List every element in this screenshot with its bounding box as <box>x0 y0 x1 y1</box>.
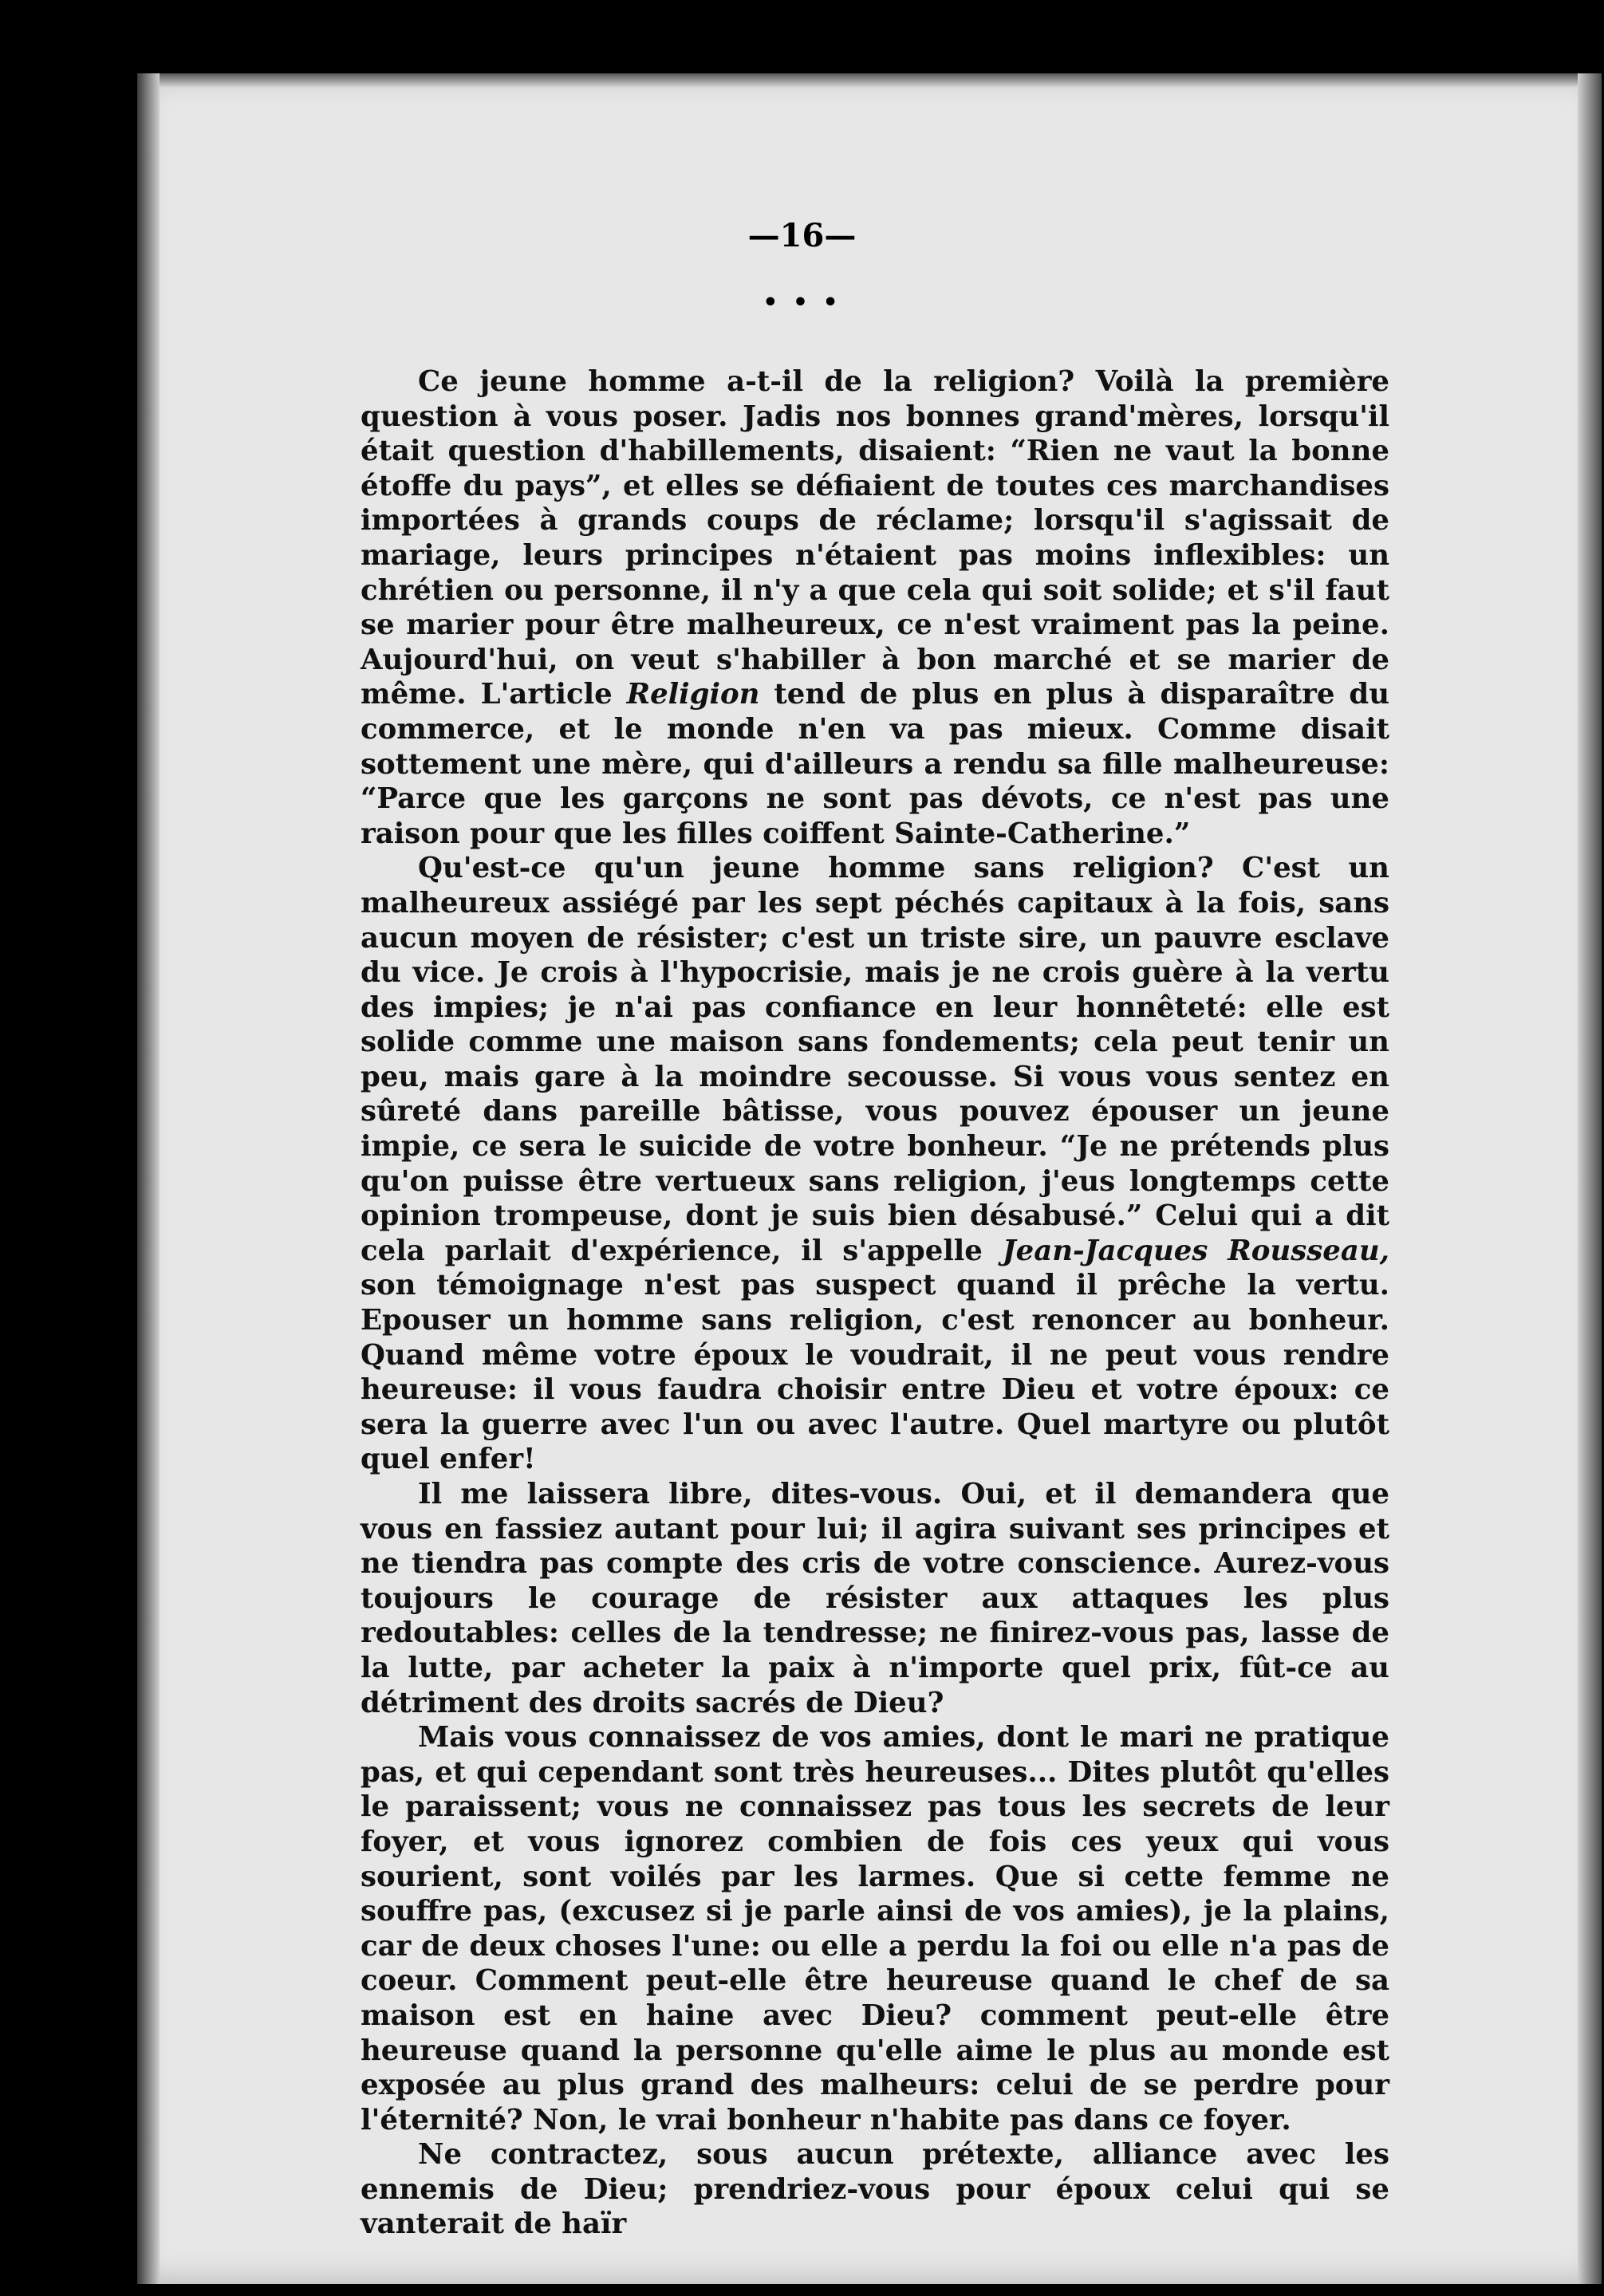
paragraph <box>361 1477 1389 1720</box>
text-run: tend de plus en plus à disparaître du commerce, et le monde n'en va pas mieux. Comme disait sottement une mère, qui d'ailleurs a rendu sa fille malheureuse: “Parce que les garçons ne sont pas dévots, ce n'est pas une raison pour que les filles coiffent Sainte-Catherine.” <box>361 678 1390 850</box>
separator-marks: • • • <box>763 289 841 317</box>
paragraph <box>361 851 1389 1477</box>
italic-text: Religion <box>626 678 760 711</box>
text-run: Qu'est-ce qu'un jeune homme sans religion? C'est un malheureux assiégé par les sept péchés capitaux à la fois, sans aucun moyen de résister; c'est un triste sire, un pauvre esclave du vice. Je crois à l'hypocrisie, mais je ne crois guère à la vertu des impies; je n'ai pas confiance en leur honnêteté: elle est solide comme une maison sans fondements; cela peut tenir un peu, mais gare à la moindre secousse. Si vous vous sentez en sûreté dans pareille bâtisse, vous pouvez épouser un jeune impie, ce sera le suicide de votre bonheur. “Je ne prétends plus qu'on puisse être vertueux sans religion, j'eus longtemps cette opinion trompeuse, dont je suis bien désabusé.” Celui qui a dit cela parlait d'expérience, il s'appelle <box>361 852 1389 1267</box>
section-separator <box>0 289 1604 317</box>
text-run: Mais vous connaissez de vos amies, dont le mari ne pratique pas, et qui cependant sont très heureuses... Dites plutôt qu'elles le paraissent; vous ne connaissez pas tous les secrets de leur foyer, et vous ignorez combien de fois ces yeux qui vous sourient, sont voilés par les larmes. Que si cette femme ne souffre pas, (excusez si je parle ainsi de vos amies), je la plains, car de deux choses l'une: ou elle a perdu la foi ou elle n'a pas de coeur. Comment peut-elle être heureuse quand le chef de sa maison est en haine avec Dieu? comment peut-elle être heureuse quand la personne qu'elle aime le plus au monde est exposée au plus grand des malheurs: celui de se perdre pour l'éternité? Non, le vrai bonheur n'habite pas dans ce foyer. <box>361 1721 1389 2137</box>
page-left-edge <box>137 73 160 2284</box>
text-run: Ne contractez, sous aucun prétexte, alliance avec les ennemis de Dieu; prendriez-vous pour époux celui qui se vanterait de haïr <box>361 2138 1389 2241</box>
italic-text: Jean-Jacques Rousseau, <box>1002 1234 1390 1267</box>
text-run: son témoignage n'est pas suspect quand il prêche la vertu. Epouser un homme sans religion, c'est renoncer au bonheur. Quand même votre époux le voudrait, il ne peut vous rendre heureuse: il vous faudra choisir entre Dieu et votre époux: ce sera la guerre avec l'un ou avec l'autre. Quel martyre ou plutôt quel enfer! <box>361 1269 1389 1476</box>
paragraph <box>361 364 1389 851</box>
page-number: —16— <box>747 217 857 254</box>
text-run: Ce jeune homme a-t-il de la religion? Voilà la première question à vous poser. Jadis nos bonnes grand'mères, lorsqu'il était question d'habillements, disaient: “Rien ne vaut la bonne étoffe du pays”, et elles se défiaient de toutes ces marchandises importées à grands coups de réclame; lorsqu'il s'agissait de mariage, leurs principes n'étaient pas moins inflexibles: un chrétien ou personne, il n'y a que cela qui soit solide; et s'il faut se marier pour être malheureux, ce n'est vraiment pas la peine. Aujourd'hui, on veut s'habiller à bon marché et se marier de même. L'article <box>361 365 1389 711</box>
page-right-edge <box>1578 73 1602 2284</box>
paragraph <box>361 1720 1389 2137</box>
text-run: Il me laissera libre, dites-vous. Oui, et il demandera que vous en fassiez autant pour lui; il agira suivant ses principes et ne tiendra pas compte des cris de votre conscience. Aurez-vous toujours le courage de résister aux attaques les plus redoutables: celles de la tendresse; ne finirez-vous pas, lasse de la lutte, par acheter la paix à n'importe quel prix, fût-ce au détriment des droits sacrés de Dieu? <box>361 1478 1389 1719</box>
body-text <box>361 364 1389 2242</box>
page-top-edge <box>137 73 1602 88</box>
paragraph <box>361 2137 1389 2242</box>
